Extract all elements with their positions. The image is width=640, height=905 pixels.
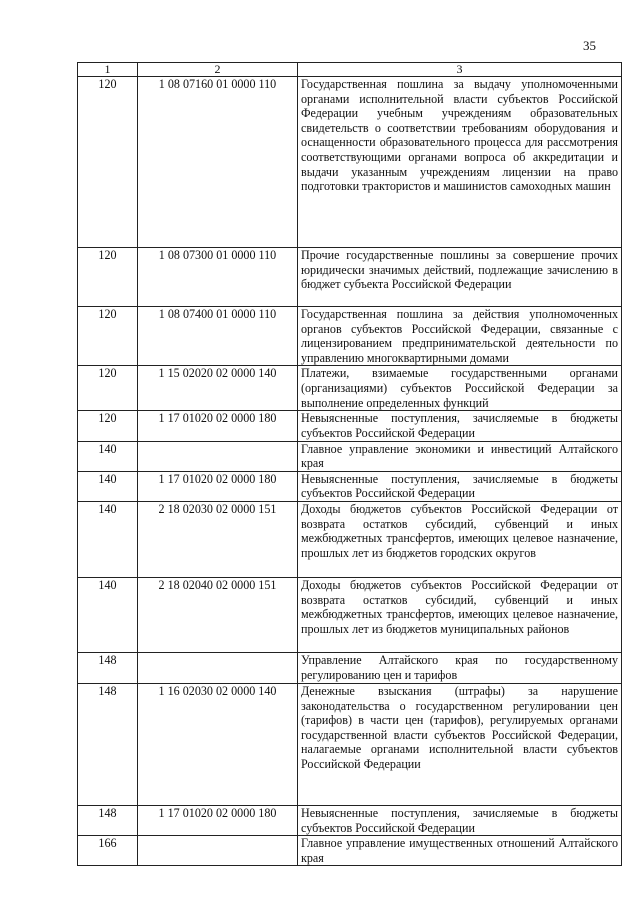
revenue-name-cell: Главное управление экономики и инвестиций Алтайского края	[298, 441, 622, 471]
revenue-name-cell: Прочие государственные пошлины за совершение прочих юридически значимых действий, подлежащие зачислению в бюджет субъекта Российской Федерации	[298, 248, 622, 307]
budget-code-cell	[138, 441, 298, 471]
column-header-1: 1	[78, 63, 138, 77]
table-row	[78, 307, 622, 366]
budget-code-cell	[138, 836, 298, 866]
page-number: 35	[583, 38, 596, 53]
table-row	[78, 441, 622, 471]
administrator-code-cell: 120	[78, 248, 138, 307]
table-row	[78, 77, 622, 248]
budget-code-cell: 1 16 02030 02 0000 140	[138, 683, 298, 805]
table-row	[78, 501, 622, 577]
budget-code-cell	[138, 652, 298, 683]
revenue-name-cell: Главное управление имущественных отношений Алтайского края	[298, 836, 622, 866]
revenue-name-cell: Государственная пошлина за выдачу уполномоченными органами исполнительной власти субъектов Российской Федерации учебным учреждениям образовательных свидетельств о соответствии требованиям оборудования и оснащенности образовательного процесса для рассмотрения соответствующими органами вопроса об аккредитации и выдачи указанным учреждениям лицензии на право подготовки трактористов и машинистов самоходных машин	[298, 77, 622, 248]
administrator-code-cell: 140	[78, 471, 138, 501]
administrator-code-cell: 120	[78, 307, 138, 366]
administrator-code-cell: 120	[78, 411, 138, 441]
administrator-code-cell: 140	[78, 577, 138, 652]
table-row	[78, 248, 622, 307]
table-row	[78, 652, 622, 683]
administrator-code-cell: 148	[78, 683, 138, 805]
budget-code-cell: 1 08 07300 01 0000 110	[138, 248, 298, 307]
revenue-name-cell: Платежи, взимаемые государственными органами (организациями) субъектов Российской Федерации за выполнение определенных функций	[298, 366, 622, 411]
budget-code-cell: 2 18 02030 02 0000 151	[138, 501, 298, 577]
table-row	[78, 683, 622, 805]
budget-code-cell: 1 08 07400 01 0000 110	[138, 307, 298, 366]
administrator-code-cell: 140	[78, 501, 138, 577]
table-row	[78, 577, 622, 652]
budget-code-cell: 1 08 07160 01 0000 110	[138, 77, 298, 248]
revenue-name-cell: Невыясненные поступления, зачисляемые в бюджеты субъектов Российской Федерации	[298, 471, 622, 501]
budget-code-cell: 1 17 01020 02 0000 180	[138, 411, 298, 441]
revenue-name-cell: Денежные взыскания (штрафы) за нарушение законодательства о государственном регулировании цен (тарифов) в части цен (тарифов), регулируемых органами государственной власти субъектов Российской Федерации, налагаемые органами исполнительной власти субъектов Российской Федерации	[298, 683, 622, 805]
administrator-code-cell: 166	[78, 836, 138, 866]
revenue-codes-table	[77, 62, 622, 866]
table-row	[78, 805, 622, 835]
budget-code-cell: 1 17 01020 02 0000 180	[138, 805, 298, 835]
column-header-3: 3	[298, 63, 622, 77]
budget-code-cell: 1 17 01020 02 0000 180	[138, 471, 298, 501]
revenue-name-cell: Невыясненные поступления, зачисляемые в бюджеты субъектов Российской Федерации	[298, 805, 622, 835]
revenue-name-cell: Государственная пошлина за действия уполномоченных органов субъектов Российской Федерации, связанные с лицензированием предпринимательской деятельности по управлению многоквартирными домами	[298, 307, 622, 366]
administrator-code-cell: 120	[78, 366, 138, 411]
table-row	[78, 366, 622, 411]
table-row	[78, 471, 622, 501]
administrator-code-cell: 148	[78, 652, 138, 683]
table-row	[78, 411, 622, 441]
administrator-code-cell: 148	[78, 805, 138, 835]
table-row	[78, 836, 622, 866]
budget-code-cell: 2 18 02040 02 0000 151	[138, 577, 298, 652]
administrator-code-cell: 140	[78, 441, 138, 471]
revenue-name-cell: Невыясненные поступления, зачисляемые в бюджеты субъектов Российской Федерации	[298, 411, 622, 441]
revenue-name-cell: Доходы бюджетов субъектов Российской Федерации от возврата остатков субсидий, субвенций и иных межбюджетных трансфертов, имеющих целевое назначение, прошлых лет из бюджетов муниципальных районов	[298, 577, 622, 652]
table-header-row	[78, 63, 622, 77]
revenue-name-cell: Управление Алтайского края по государственному регулированию цен и тарифов	[298, 652, 622, 683]
budget-code-cell: 1 15 02020 02 0000 140	[138, 366, 298, 411]
column-header-2: 2	[138, 63, 298, 77]
administrator-code-cell: 120	[78, 77, 138, 248]
revenue-name-cell: Доходы бюджетов субъектов Российской Федерации от возврата остатков субсидий, субвенций и иных межбюджетных трансфертов, имеющих целевое назначение, прошлых лет из бюджетов городских округов	[298, 501, 622, 577]
